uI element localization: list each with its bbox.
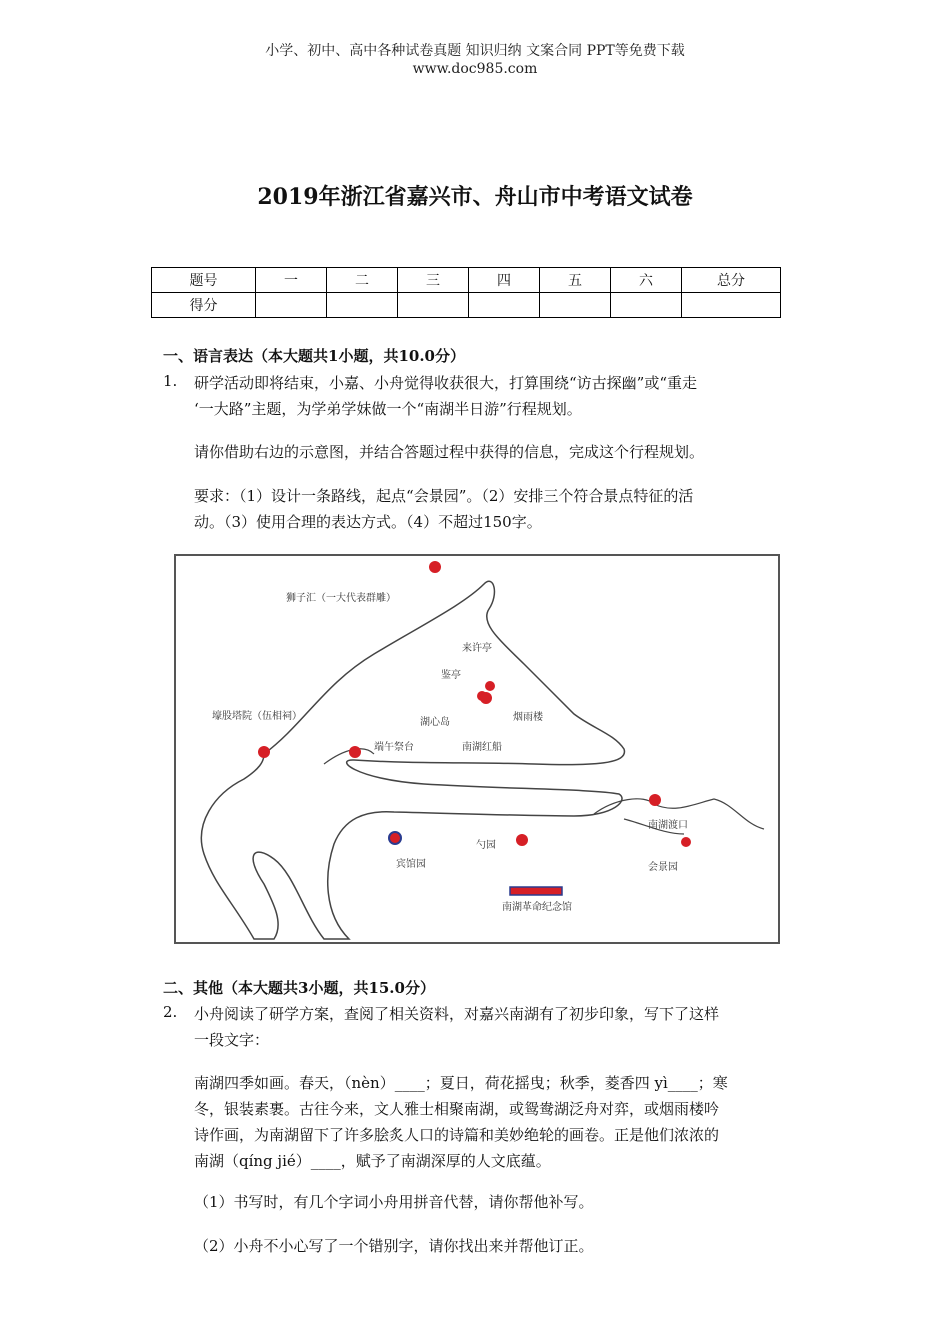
map-label-huxindao: 湖心岛 [420, 717, 450, 728]
question-2-subquestion: （2）小舟不小心写了一个错别字，请你找出来并帮他订正。 [194, 1237, 594, 1255]
memorial-marker [510, 887, 562, 895]
header-line-1: 小学、初中、高中各种试卷真题 知识归纳 文案合同 PPT等免费下载 [265, 43, 685, 59]
question-2-line: 南湖四季如画。春天，（nèn）____；夏日，荷花摇曳；秋季，菱香四 yì____；寒 [194, 1074, 728, 1092]
score-cell [398, 293, 469, 318]
page-title: 2019年浙江省嘉兴市、舟山市中考语文试卷 [257, 184, 693, 210]
question-2-line: 冬，银装素裹。古往今来，文人雅士相聚南湖，或鸳鸯湖泛舟对弈，或烟雨楼吟 [194, 1100, 720, 1118]
map-label-binhai: 宾馆园 [396, 859, 426, 870]
question-2-line: 南湖（qíng jié）____，赋予了南湖深厚的人文底蕴。 [194, 1152, 551, 1170]
section-2-heading: 二、其他（本大题共3小题，共15.0分） [163, 979, 435, 997]
map-label-laixu: 来许亭 [462, 643, 492, 654]
score-cell [611, 293, 682, 318]
question-1-number: 1. [163, 372, 178, 390]
map-marker [649, 794, 661, 806]
map-label-duanwu: 端午祭台 [374, 742, 414, 753]
score-cell [540, 293, 611, 318]
map-marker [349, 746, 361, 758]
score-cell [469, 293, 540, 318]
score-header-cell: 题号 [152, 268, 256, 293]
question-1-line: ‘一大路”主题，为学弟学妹做一个“南湖半日游”行程规划。 [194, 400, 582, 418]
map-label-jinianguan: 南湖革命纪念馆 [502, 902, 572, 913]
score-cell [327, 293, 398, 318]
score-table [151, 267, 781, 318]
score-cell [682, 293, 781, 318]
score-header-cell: 三 [398, 268, 469, 293]
map-marker [480, 692, 492, 704]
score-cell [256, 293, 327, 318]
map-label-shizihui: 狮子汇（一大代表群雕） [286, 593, 396, 604]
question-2-number: 2. [163, 1003, 178, 1021]
score-header-cell: 二 [327, 268, 398, 293]
score-header-cell: 五 [540, 268, 611, 293]
header-url[interactable]: www.doc985.com [412, 61, 538, 77]
score-header-cell: 总分 [682, 268, 781, 293]
score-row-label: 得分 [152, 293, 256, 318]
score-table-row [152, 293, 781, 318]
score-header-cell: 六 [611, 268, 682, 293]
map-label-qinyuan: 勺园 [476, 840, 496, 851]
map-marker [681, 837, 691, 847]
map-marker [258, 746, 270, 758]
question-1-line: 研学活动即将结束，小嘉、小舟觉得收获很大，打算围绕“访古探幽”或“重走 [194, 374, 698, 392]
map-marker [485, 681, 495, 691]
question-1-line: 动。（3）使用合理的表达方式。（4）不超过150字。 [194, 513, 542, 531]
map-label-jianting: 鉴亭 [441, 670, 461, 681]
score-table-header-row [152, 268, 781, 293]
question-2-line: 一段文字： [194, 1031, 270, 1049]
south-lake-map [174, 554, 780, 944]
question-1-line: 请你借助右边的示意图，并结合答题过程中获得的信息，完成这个行程规划。 [194, 443, 705, 461]
map-label-hongchuan: 南湖红船 [462, 742, 502, 753]
score-header-cell: 四 [469, 268, 540, 293]
map-label-ruiyuan: 壕股塔院（伍相祠） [212, 711, 302, 722]
question-1-line: 要求：（1）设计一条路线，起点“会景园”。（2）安排三个符合景点特征的活 [194, 487, 694, 505]
section-1-heading: 一、语言表达（本大题共1小题，共10.0分） [163, 347, 465, 365]
map-marker [429, 561, 441, 573]
map-label-dukou: 南湖渡口 [648, 820, 688, 831]
question-2-subquestion: （1）书写时，有几个字词小舟用拼音代替，请你帮他补写。 [194, 1193, 594, 1211]
question-2-line: 小舟阅读了研学方案，查阅了相关资料，对嘉兴南湖有了初步印象，写下了这样 [194, 1005, 720, 1023]
score-header-cell: 一 [256, 268, 327, 293]
question-2-line: 诗作画，为南湖留下了许多脍炙人口的诗篇和美妙绝轮的画卷。正是他们浓浓的 [194, 1126, 720, 1144]
map-marker [516, 834, 528, 846]
map-label-huijingyuan: 会景园 [648, 862, 678, 873]
map-label-yanyulou: 烟雨楼 [513, 712, 543, 723]
map-marker [389, 832, 401, 844]
